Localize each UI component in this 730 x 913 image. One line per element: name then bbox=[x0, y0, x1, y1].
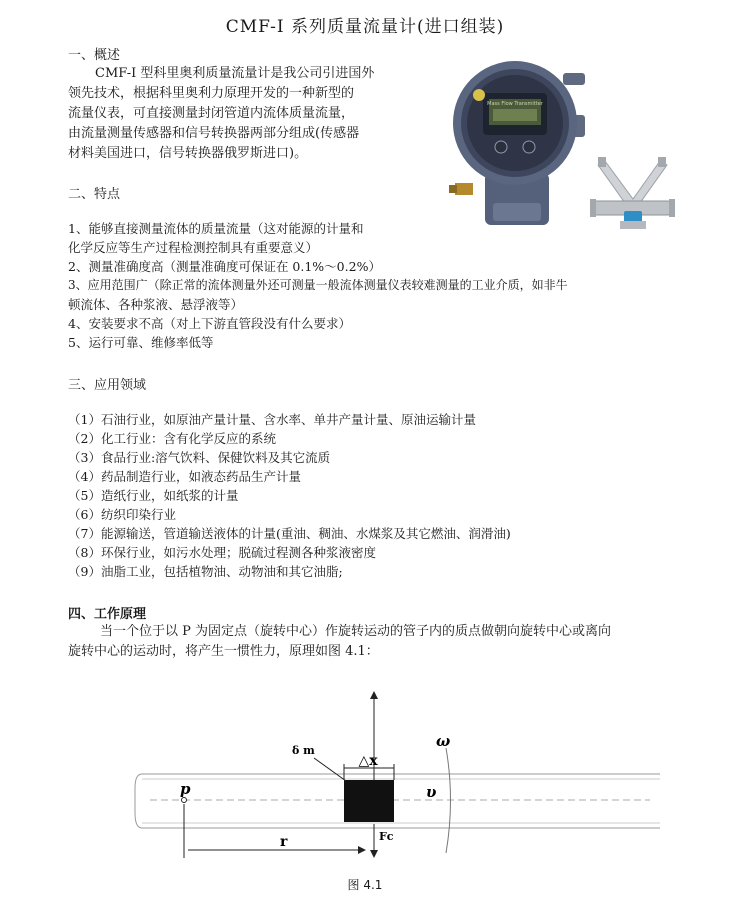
section-4-line: 当一个位于以 P 为固定点（旋转中心）作旋转运动的管子内的质点做朝向旋转中心或离向 bbox=[100, 624, 612, 639]
sensor-image bbox=[590, 155, 675, 240]
application-item: （2）化工行业：含有化学反应的系统 bbox=[68, 431, 276, 446]
label-r: r bbox=[280, 834, 288, 850]
application-item: （3）食品行业:溶气饮料、保健饮料及其它流质 bbox=[68, 450, 331, 465]
section-1-heading: 一、概述 bbox=[68, 48, 121, 63]
feature-item: 4、安装要求不高（对上下游直管段没有什么要求） bbox=[68, 316, 351, 331]
label-dx: △x bbox=[358, 753, 378, 769]
feature-item: 3、应用范围广（除正常的流体测量外还可测量一般流体测量仪表较难测量的工业介质，如非牛 bbox=[68, 278, 568, 292]
section-4-line: 旋转中心的运动时，将产生一惯性力，原理如图 4.1： bbox=[68, 644, 379, 659]
application-item: （1）石油行业，如原油产量计量、含水率、单井产量计量、原油运输计量 bbox=[68, 412, 476, 427]
meter-screen-text: Mass Flow Transmitter bbox=[487, 101, 543, 107]
feature-item: 1、能够直接测量流体的质量流量（这对能源的计量和 bbox=[68, 221, 364, 236]
label-v: υ bbox=[426, 783, 437, 801]
label-omega: ω bbox=[436, 732, 451, 750]
rotation-center-point bbox=[182, 798, 187, 803]
application-item: （9）油脂工业，包括植物油、动物油和其它油脂; bbox=[68, 564, 343, 579]
document-title: CMF-I 系列质量流量计(进口组装) bbox=[225, 17, 505, 37]
label-p: p bbox=[180, 780, 191, 798]
figure-caption: 图 4.1 bbox=[347, 878, 383, 892]
application-item: （7）能源输送，管道输送液体的计量(重油、稠油、水煤浆及其它燃油、润滑油) bbox=[68, 526, 511, 541]
application-item: （6）纺织印染行业 bbox=[68, 507, 176, 522]
coriolis-principle-diagram bbox=[130, 688, 690, 863]
application-item: （5）造纸行业，如纸浆的计量 bbox=[68, 488, 239, 503]
section-1-line: CMF-I 型科里奥利质量流量计是我公司引进国外 bbox=[95, 66, 375, 81]
section-1-line: 由流量测量传感器和信号转换器两部分组成(传感器 bbox=[68, 126, 360, 141]
feature-item: 化学反应等生产过程检测控制具有重要意义） bbox=[68, 240, 319, 255]
feature-item: 5、运行可靠、维修率低等 bbox=[68, 335, 214, 350]
application-item: （8）环保行业，如污水处理；脱硫过程测各种浆液密度 bbox=[68, 545, 376, 560]
dm-leader-line bbox=[314, 758, 346, 781]
feature-item: 2、测量准确度高（测量准确度可保证在 0.1%～0.2%） bbox=[68, 259, 381, 274]
label-dm: δ m bbox=[292, 744, 315, 757]
section-4-heading: 四、工作原理 bbox=[68, 607, 147, 622]
transmitter-image bbox=[445, 55, 585, 225]
application-item: （4）药品制造行业，如液态药品生产计量 bbox=[68, 469, 301, 484]
feature-item: 顿流体、各种浆液、悬浮液等） bbox=[68, 297, 244, 312]
section-2-heading: 二、特点 bbox=[68, 187, 121, 202]
section-1-line: 材料美国进口，信号转换器俄罗斯进口)。 bbox=[68, 146, 308, 161]
mass-element bbox=[344, 780, 394, 822]
section-1-line: 领先技术，根据科里奥利力原理开发的一种新型的 bbox=[68, 86, 355, 101]
section-1-line: 流量仪表，可直接测量封闭管道内流体质量流量， bbox=[68, 106, 355, 121]
label-fc: Fc bbox=[379, 830, 394, 843]
section-3-heading: 三、应用领域 bbox=[68, 378, 147, 393]
